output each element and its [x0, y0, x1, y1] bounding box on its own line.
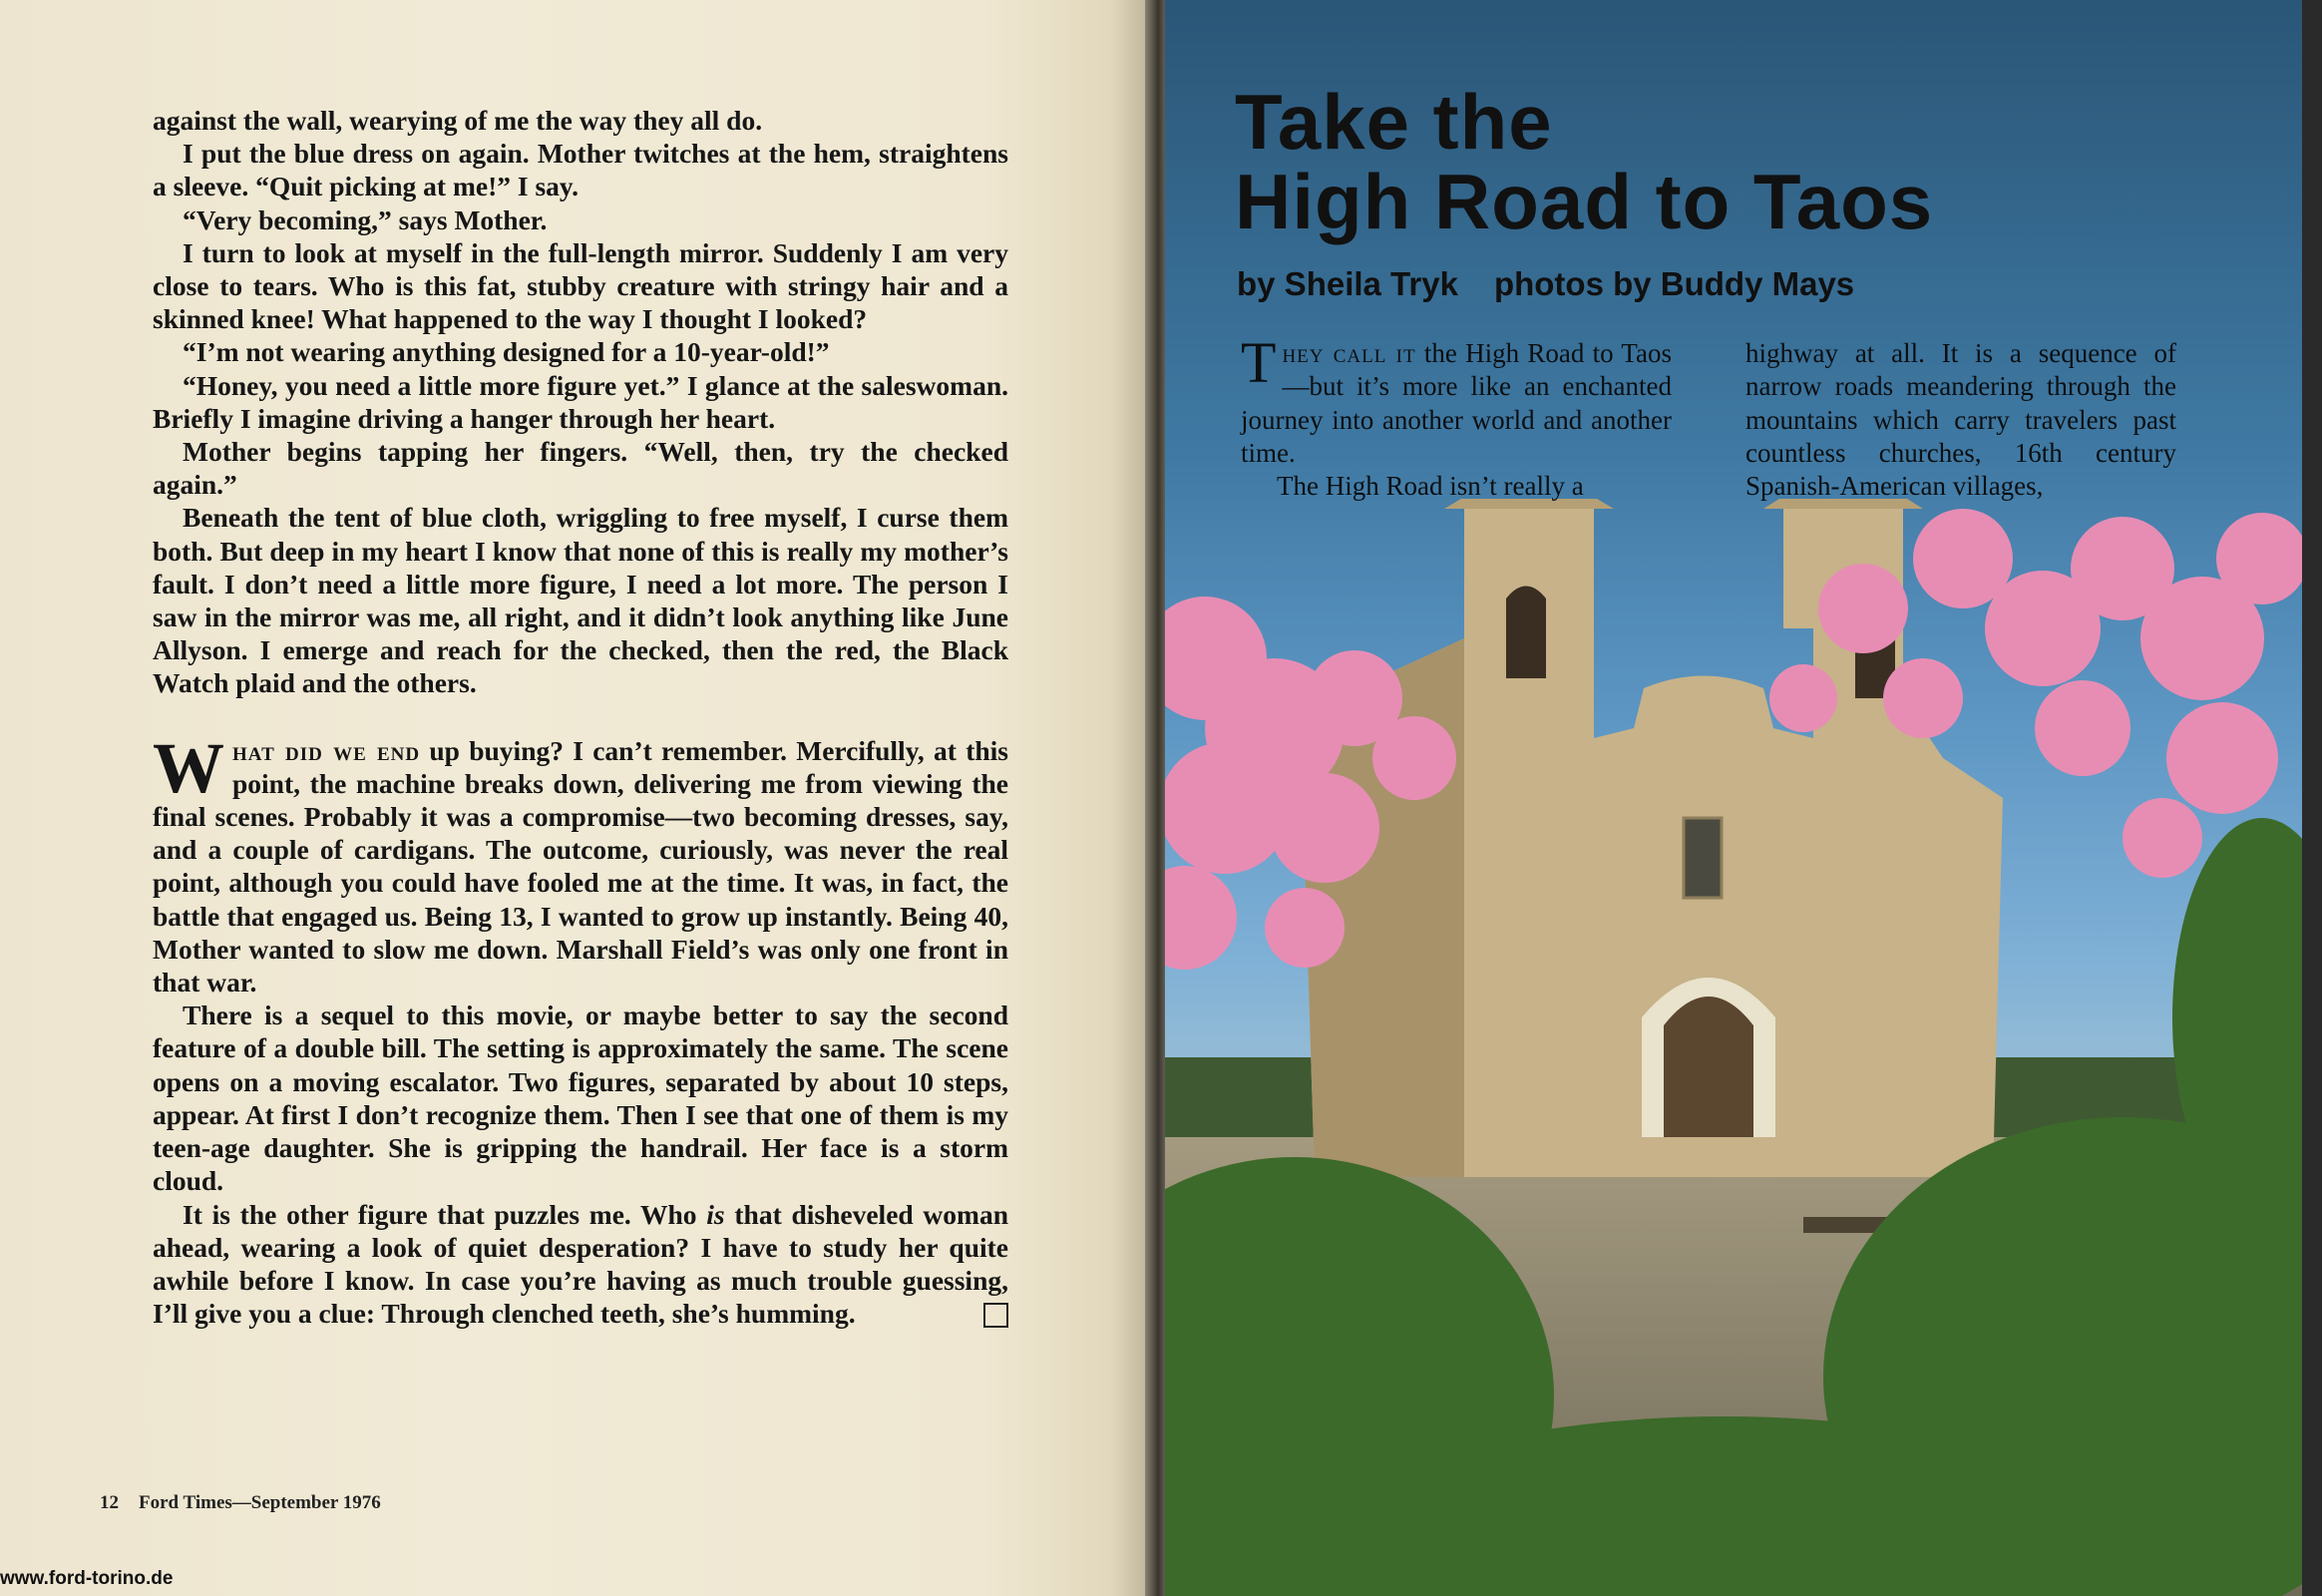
folio	[100, 1492, 401, 1514]
photo-credit: photos by Buddy Mays	[1493, 265, 1855, 302]
byline	[1237, 265, 1854, 303]
left-article-text	[153, 104, 1008, 1330]
publication-line: Ford Times—September 1976	[139, 1492, 381, 1513]
intro-paragraph	[1241, 330, 1672, 470]
drop-cap: W	[153, 727, 224, 808]
paragraph: I turn to look at myself in the full-length mirror. Suddenly I am very close to tears. Who is this fat, stubby creature with stringy hair and a skinned knee! What happened to the way I thought I looked?	[153, 236, 1008, 335]
paragraph: There is a sequel to this movie, or maybe better to say the second feature of a double bill. The setting is approximately the same. The scene opens on a moving escalator. Two figures, separated by about 10 steps, appear. At first I don’t recognize them. Then I see that one of them is my teen-age daughter. She is gripping the handrail. Her face is a storm cloud.	[153, 999, 1008, 1197]
watermark: www.ford-torino.de	[0, 1568, 174, 1589]
paragraph: Mother begins tapping her fingers. “Well, then, try the checked again.”	[153, 436, 1008, 501]
intro-paragraph: highway at all. It is a sequence of narrow roads meandering through the mountains which carry travelers past countless churches, 16th century Spanish-American villages,	[1745, 338, 2176, 502]
right-page-edge	[2302, 0, 2322, 1596]
small-caps-lead: hey call it	[1282, 338, 1416, 368]
paragraph: “Honey, you need a little more figure yet.” I glance at the saleswoman. Briefly I imagine driving a hanger through her heart.	[153, 369, 1008, 434]
end-mark-icon	[983, 1303, 1008, 1328]
paragraph: I put the blue dress on again. Mother twitches at the hem, straightens a sleeve. “Quit picking at me!” I say.	[153, 138, 1008, 202]
intro-column-1	[1241, 330, 1672, 503]
author-credit: by Sheila Tryk	[1237, 265, 1458, 302]
article-title	[1235, 78, 1934, 245]
paragraph-text: It is the other figure that puzzles me. Who	[183, 1198, 707, 1230]
intro-column-2	[1745, 337, 2176, 503]
church-photo	[1165, 499, 2302, 1596]
emphasis: is	[706, 1198, 725, 1230]
paragraph-text: up buying? I can’t remember. Mercifully, at this point, the machine breaks down, delivering me from viewing the final scenes. Probably it was a compromise—two becoming dresses, say, and a couple of cardigans. The outcome, curiously, was never the real point, although you could have fooled me at the time. It was, in fact, the battle that engaged us. Being 13, I wanted to grow up instantly. Being 40, Mother wanted to slow me down. Marshall Field’s was only one front in that war.	[153, 734, 1008, 998]
section-opening-paragraph	[153, 727, 1008, 999]
paragraph: “Very becoming,” says Mother.	[183, 203, 548, 235]
paragraph: against the wall, wearying of me the way they all do.	[153, 105, 763, 136]
book-gutter	[1145, 0, 1167, 1596]
paragraph: Beneath the tent of blue cloth, wriggling to free myself, I curse them both. But deep in my heart I know that none of this is really my mother’s fault. I don’t need a little more figure, I need a lot more. The person I saw in the mirror was me, all right, and it didn’t look anything like June Allyson. I emerge and reach for the checked, then the red, the Black Watch plaid and the others.	[153, 502, 1008, 699]
title-line-2: High Road to Taos	[1235, 158, 1934, 245]
small-caps-lead: hat did we end	[232, 734, 421, 766]
paragraph: “I’m not wearing anything designed for a 10-year-old!”	[183, 336, 830, 368]
left-page	[0, 0, 1157, 1596]
page-number: 12	[100, 1492, 119, 1513]
paragraph-text: that disheveled woman ahead, wearing a look of quiet desperation? I have to study her quite awhile before I know. In case you’re having as much trouble guessing, I’ll give you a clue: Through clenched teeth, she’s humming.	[153, 1198, 1008, 1330]
drop-cap: T	[1241, 330, 1277, 395]
right-page	[1165, 0, 2302, 1596]
paragraph-text: the High Road to Taos—but it’s more like an enchanted journey into another world and another time.	[1241, 338, 1672, 468]
paragraph-last	[153, 1198, 1008, 1331]
intro-paragraph: The High Road isn’t really a	[1277, 471, 1584, 502]
title-line-1: Take the	[1235, 78, 1553, 166]
